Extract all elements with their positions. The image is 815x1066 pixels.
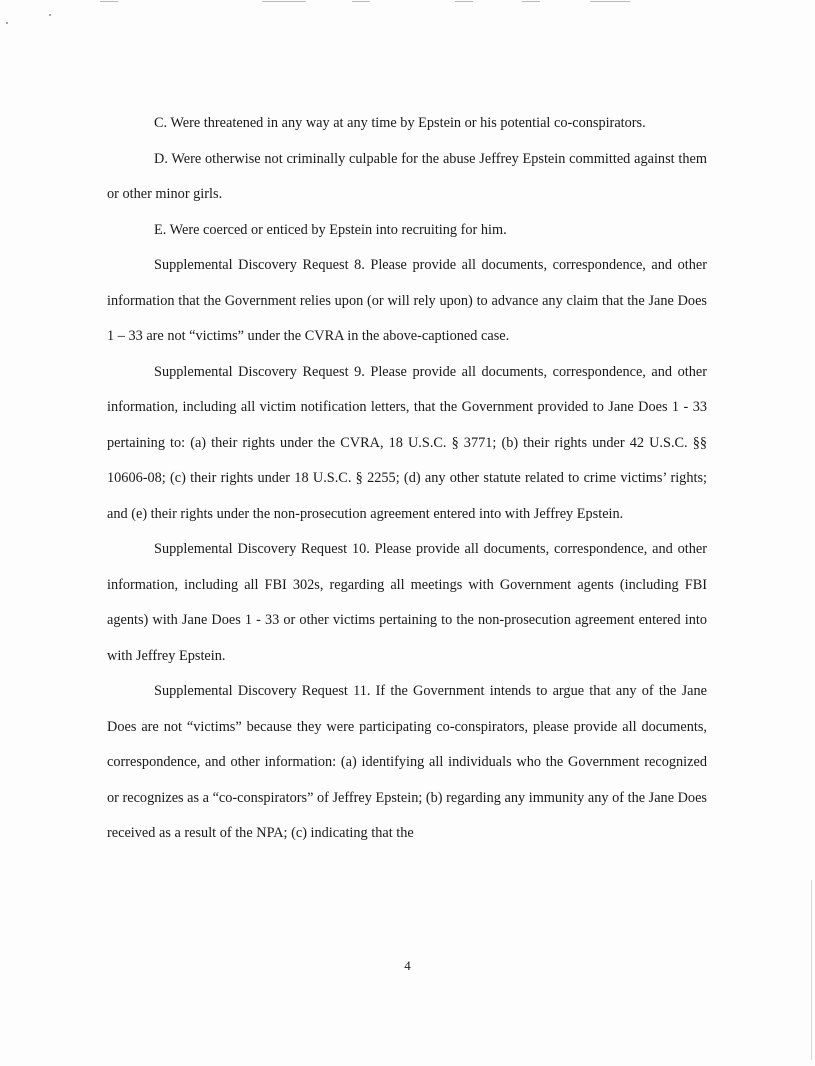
scan-artifact [590,1,630,2]
paragraph-request-11: Supplemental Discovery Request 11. If the Government intends to argue that any of the Jane Does are not “victims” because they were participating co-conspirators, please provide all documents, correspondence, and other information: (a) identifying all individuals who the Government recognized or recognizes as a “co-conspirators” of Jeffrey Epstein; (b) regarding any immunity any of the Jane Does received as a result of the NPA; (c) indicating that the [107,683,707,841]
paragraph-item-e: E. Were coerced or enticed by Epstein into recruiting for him. [154,221,507,238]
paragraph-item-c: C. Were threatened in any way at any time by Epstein or his potential co-conspirators. [154,115,646,131]
scan-artifact [455,1,473,2]
scan-artifact [262,1,306,2]
paragraph-request-8: Supplemental Discovery Request 8. Please provide all documents, correspondence, and other information that the Government relies upon (or will rely upon) to advance any claim that the Jane Does 1 – 33 are not “victims” under the CVRA in the above-captioned case. [107,257,707,344]
scan-speck [6,22,8,24]
scan-speck [49,14,51,16]
scan-artifact [522,1,540,2]
paragraph-item-d: D. Were otherwise not criminally culpable for the abuse Jeffrey Epstein committed against them or other minor girls. [107,150,707,202]
document-body [107,106,707,852]
scan-artifact [100,1,118,2]
page-number: 4 [404,958,411,973]
scan-artifact [352,1,370,2]
paragraph-request-10: Supplemental Discovery Request 10. Please provide all documents, correspondence, and other information, including all FBI 302s, regarding all meetings with Government agents (including FBI agents) with Jane Does 1 - 33 or other victims pertaining to the non-prosecution agreement entered into with Jeffrey Epstein. [107,541,707,664]
paragraph-request-9: Supplemental Discovery Request 9. Please provide all documents, correspondence, and other information, including all victim notification letters, that the Government provided to Jane Does 1 - 33 pertaining to: (a) their rights under the CVRA, 18 U.S.C. § 3771; (b) their rights under 42 U.S.C. §§ 10606-08; (c) their rights under 18 U.S.C. § 2255; (d) any other statute related to crime victims’ rights; and (e) their rights under the non-prosecution agreement entered into with Jeffrey Epstein. [107,363,707,522]
